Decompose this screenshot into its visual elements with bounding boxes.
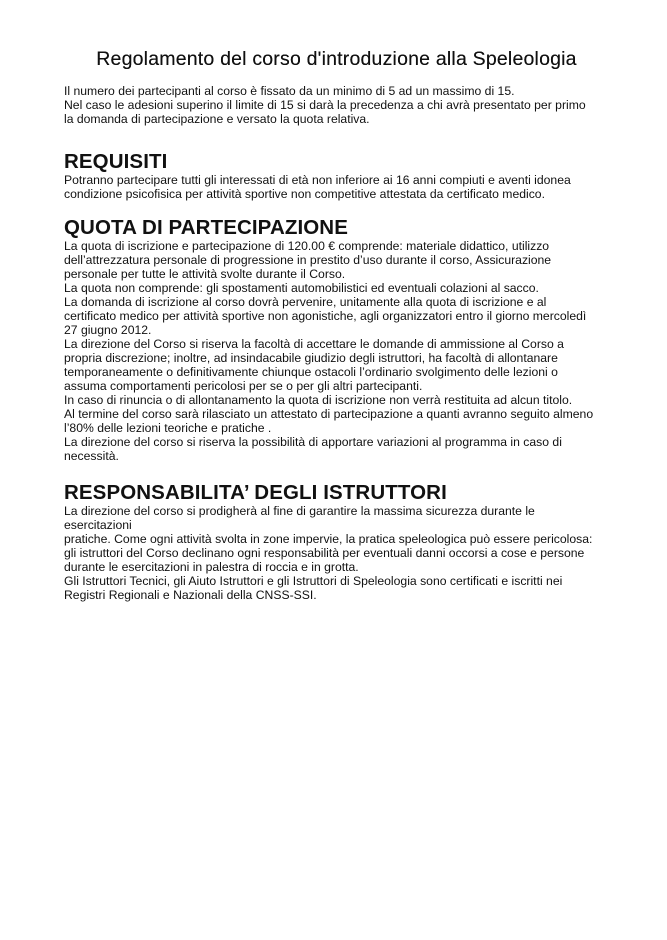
section-line: durante le esercitazioni in palestra di roccia e in grotta.: [64, 560, 359, 574]
section-line: La domanda di iscrizione al corso dovrà pervenire, unitamente alla quota di iscrizione e al: [64, 295, 547, 309]
section-line: certificato medico per attività sportive non agonistiche, agli organizzatori entro il giorno mercoledì: [64, 309, 587, 323]
document-title: Regolamento del corso d'introduzione alla Speleologia: [96, 48, 577, 70]
section-line: dell’attrezzatura personale di progressione in prestito d’uso durante il corso, Assicurazione: [64, 253, 552, 267]
section-line: gli istruttori del Corso declinano ogni responsabilità per eventuali danni occorsi a cose e persone: [64, 546, 585, 560]
intro-section: [64, 84, 624, 126]
intro-line: Il numero dei partecipanti al corso è fissato da un minimo di 5 ad un massimo di 15.: [64, 84, 515, 98]
section-line: pratiche. Come ogni attività svolta in zone impervie, la pratica speleologica può essere pericolosa:: [64, 532, 593, 546]
section-line: 27 giugno 2012.: [64, 323, 152, 337]
section-line: propria discrezione; inoltre, ad insindacabile giudizio degli istruttori, ha facoltà di allontanare: [64, 351, 558, 365]
section-line: La direzione del corso si prodigherà al fine di garantire la massima sicurezza durante le: [64, 504, 535, 518]
section-line: necessità.: [64, 449, 119, 463]
section-requisiti: [64, 151, 624, 201]
section-line: assuma comportamenti pericolosi per se o per gli altri partecipanti.: [64, 379, 423, 393]
section-heading: REQUISITI: [64, 150, 168, 173]
section-line: temporaneamente o definitivamente chiunque ostacoli l’ordinario svolgimento delle lezioni o: [64, 365, 558, 379]
section-line: Registri Regionali e Nazionali della CNSS-SSI.: [64, 588, 317, 602]
section-line: esercitazioni: [64, 518, 132, 532]
section-line: La direzione del Corso si riserva la facoltà di accettare le domande di ammissione al Corso a: [64, 337, 564, 351]
section-line: La direzione del corso si riserva la possibilità di apportare variazioni al programma in caso di: [64, 435, 562, 449]
section-line: l’80% delle lezioni teoriche e pratiche .: [64, 421, 272, 435]
section-line: La quota non comprende: gli spostamenti automobilistici ed eventuali colazioni al sacco.: [64, 281, 539, 295]
section-line: In caso di rinuncia o di allontanamento la quota di iscrizione non verrà restituita ad alcun titolo.: [64, 393, 573, 407]
section-line: La quota di iscrizione e partecipazione di 120.00 € comprende: materiale didattico, utilizzo: [64, 239, 550, 253]
section-line: condizione psicofisica per attività sportive non competitive attestata da certificato medico.: [64, 187, 545, 201]
section-quota: [64, 217, 624, 463]
section-line: personale per tutte le attività svolte durante il Corso.: [64, 267, 346, 281]
intro-line: Nel caso le adesioni superino il limite di 15 si darà la precedenza a chi avrà presentato per primo: [64, 98, 586, 112]
section-responsabilita: [64, 482, 624, 602]
section-line: Potranno partecipare tutti gli interessati di età non inferiore ai 16 anni compiuti e aventi idonea: [64, 173, 571, 187]
section-line: Al termine del corso sarà rilasciato un attestato di partecipazione a quanti avranno seguito almeno: [64, 407, 594, 421]
intro-line: la domanda di partecipazione e versato la quota relativa.: [64, 112, 370, 126]
section-heading: RESPONSABILITA’ DEGLI ISTRUTTORI: [64, 481, 447, 504]
section-line: Gli Istruttori Tecnici, gli Aiuto Istruttori e gli Istruttori di Speleologia sono certificati e iscritti nei: [64, 574, 563, 588]
section-heading: QUOTA DI PARTECIPAZIONE: [64, 216, 348, 239]
